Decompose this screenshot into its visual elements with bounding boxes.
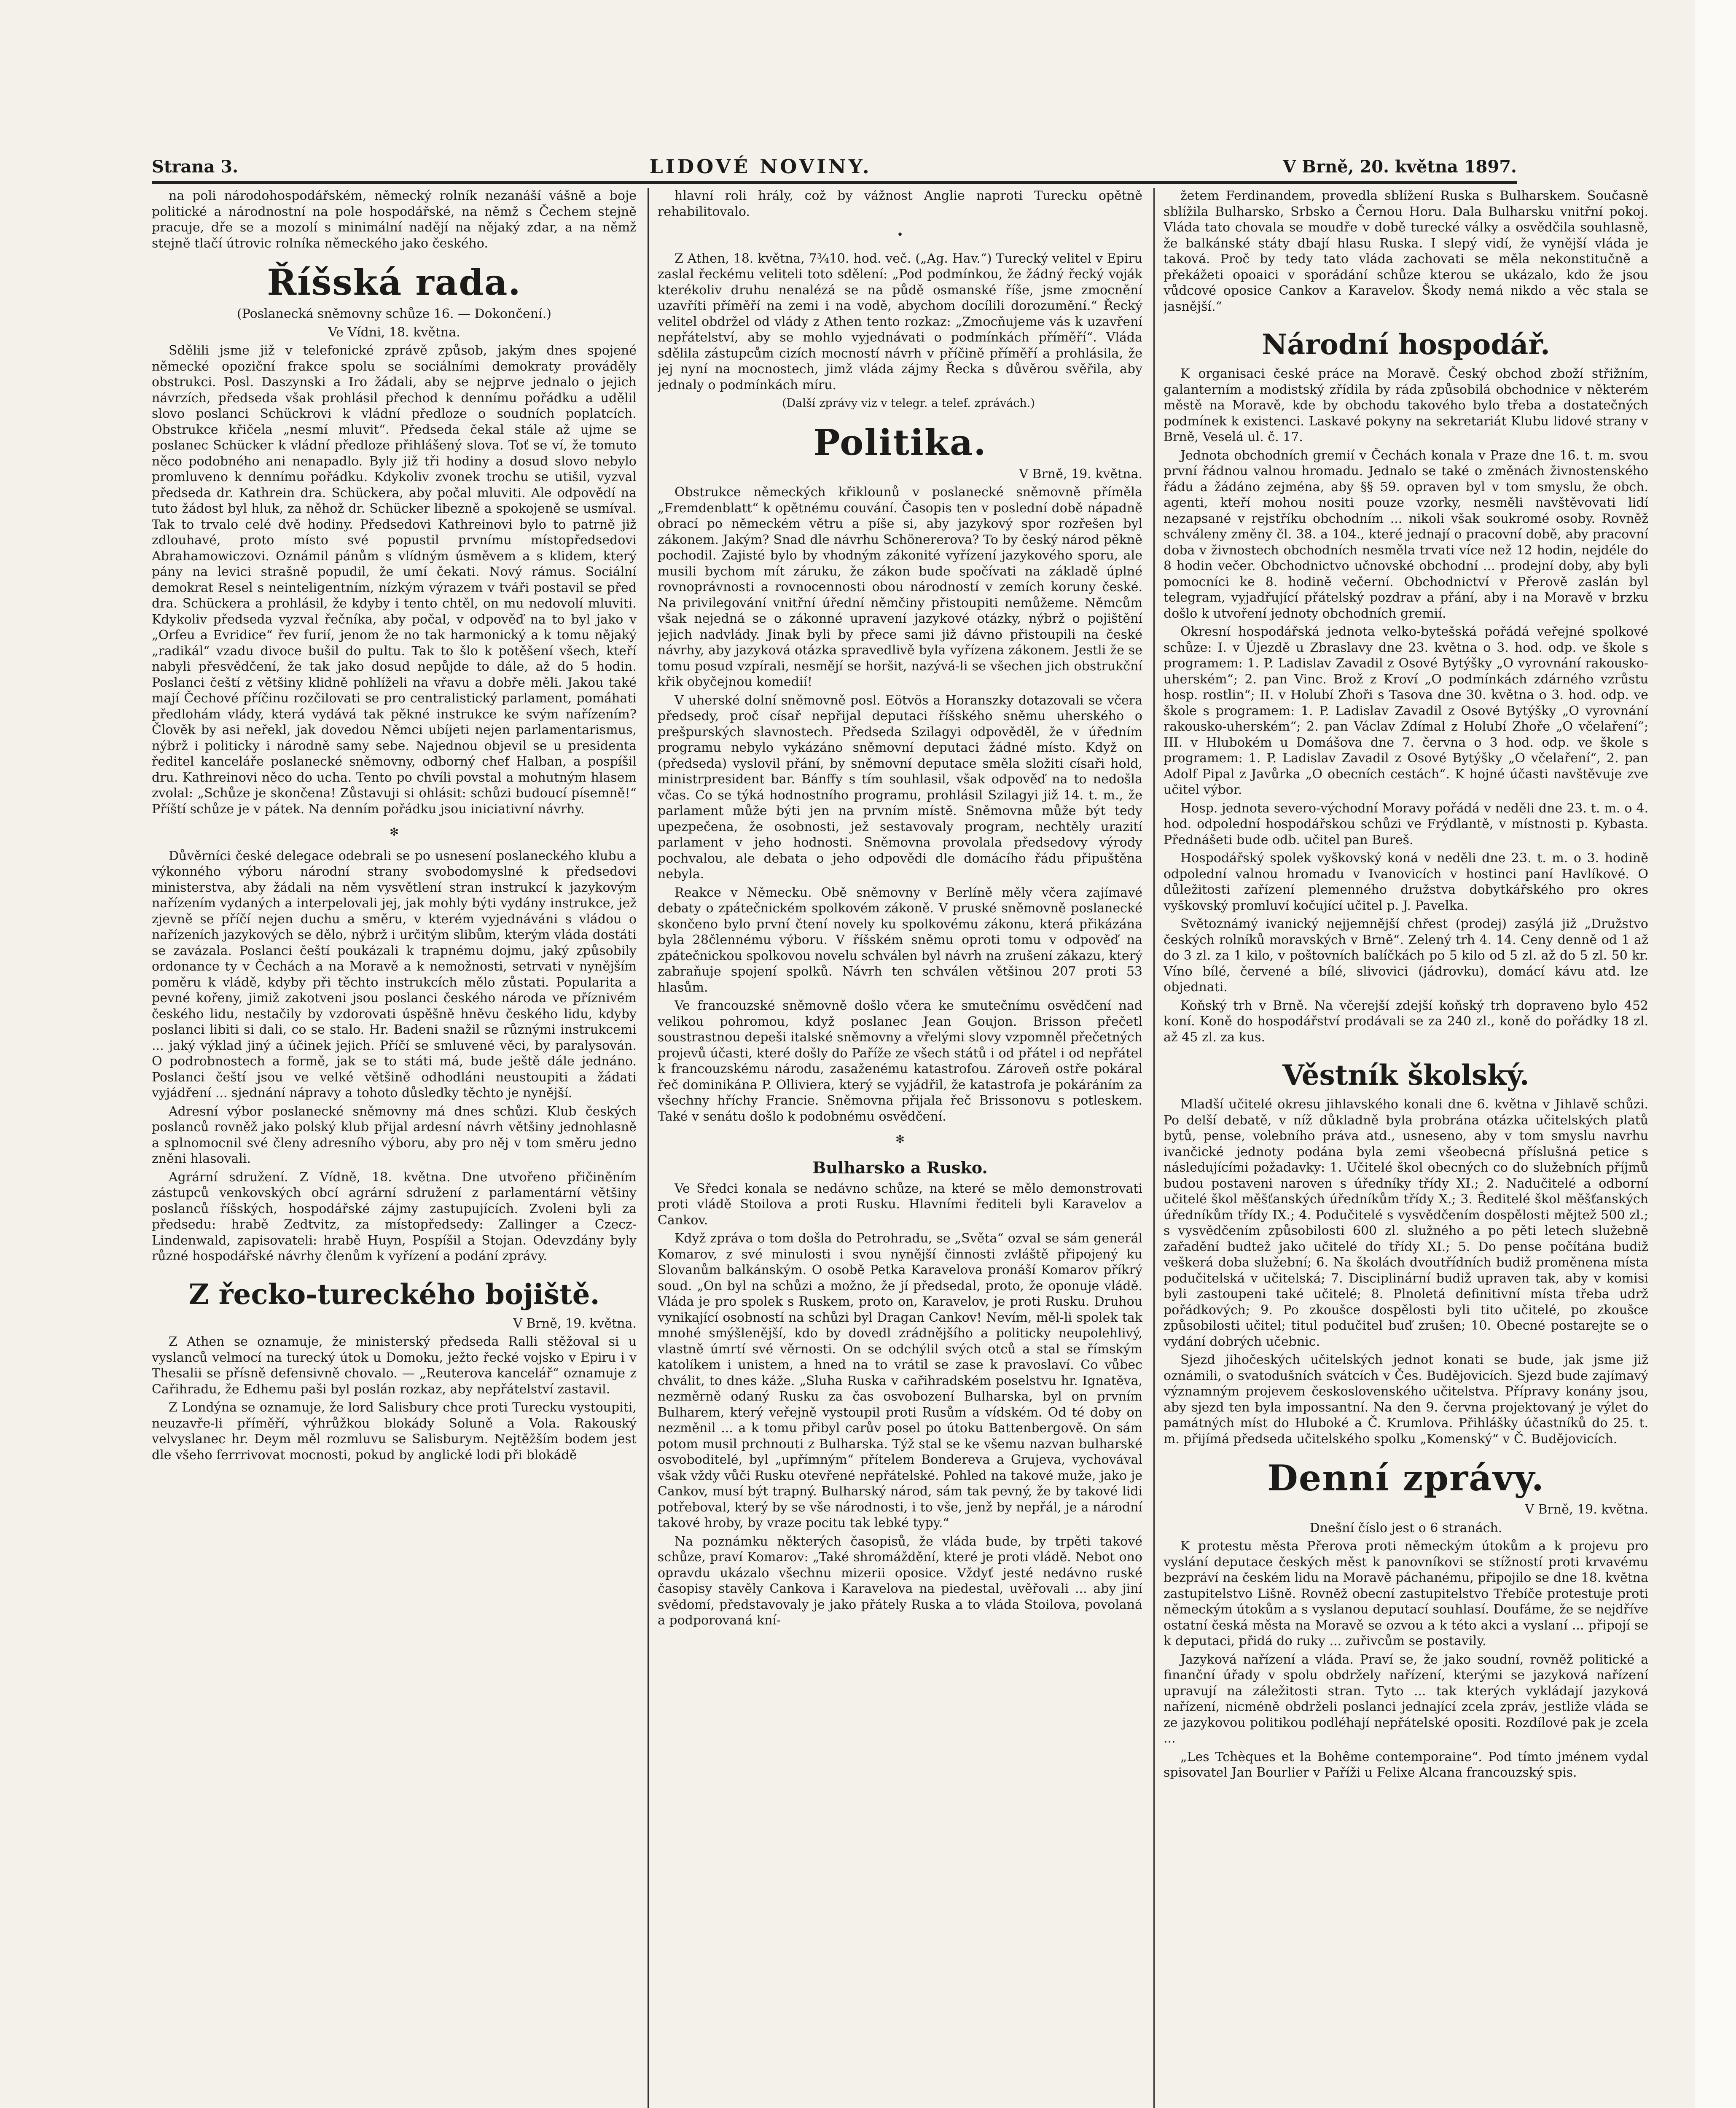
dateline: V Brně, 19. května. — [1525, 1502, 1648, 1517]
section-heading-denni-zpravy: Denní zprávy. — [1267, 1457, 1545, 1499]
section-heading-bojiste: Z řecko-tureckého bojiště. — [188, 1277, 600, 1311]
page-number: Strana 3. — [152, 156, 239, 177]
masthead: LIDOVÉ NOVINY. — [649, 155, 872, 178]
scan-margin — [1695, 0, 1736, 2108]
dateline: V Brně, 19. května. — [513, 1316, 637, 1331]
article-paragraph: Důvěrníci české delegace odebrali se po usnesení poslaneckého klubu a výkonného výboru národní strany svobodomyslné k předsedovi ministerstva, aby žádali na něm vysvětlení stran instrukcí k jazykovým nařízením vydaných a interpelovali jej, jak mohly býti vydány instrukce, jež zjevně se příčí nejen duchu a směru, v kterém vyjednáváni s vládou o nařízeních jazykových se dělo, nýbrž i určitým slibům, kterým vláda dostáti se zavázala. Poslanci čeští poukázali k trapnému dojmu, jaký způsobily ordonance ty v Čechách a na Moravě a k nemožnosti, setrvati v nynějším poměru k vládě, kdyby při těchto instrukcích mělo zůstati. Popularita a pevné kořeny, jimiž zakotveni jsou poslanci českého národa ve příznivém českého lidu, nestačily by vzdorovati úspěšně hněvu českého lidu, kdyby poslanci libiti si dali, co se stalo. Hr. Badeni snažil se různými instrukcemi ... jaký výklad jiný a účinek jejich. Příčí se smluvené věci, by paralysován. O podrobnostech a formě, jak se to státi má, bude ještě dále jednáno. Poslanci čeští jsou ve velké většině odhodláni neustoupiti a žádati vyjádření ... sjednání nápravy a tohoto důsledky těchto je nynější. — [152, 848, 637, 1100]
section-subtitle: (Poslanecká sněmovny schůze 16. — Dokončení.) — [237, 307, 551, 321]
article-paragraph: Okresní hospodářská jednota velko-bytešská pořádá veřejné spolkové schůze: I. v Újezdě u Zbraslavy dne 23. května o 3. hod. odp. ve škole s programem: 1. P. Ladislav Zavadil z Osové Bytýšky „O vyrovnání rakousko-uherském“; 2. pan Vinc. Brož z Kroví „O podmínkách zdárného vzrůstu hosp. rostlin“; II. v Holubí Zhoři s Tasova dne 30. května o 3. hod. odp. ve škole s programem: 1. P. Ladislav Zavadil z Osové Bytýšky „O vyrovnání rakousko-uherském“; 2. pan Václav Zdímal z Holubí Zhoře „O včelaření“; III. v Hlubokém u Domášova dne 7. června o 3 hod. odp. ve škole s programem: 1. P. Ladislav Zavadil z Osové Bytýšky „O včelaření“, 2. pan Adolf Pipal z Javůrka „O obecních cestách“. K hojné účasti navštěvuje zve učitel výbor. — [1164, 624, 1648, 797]
column-rule — [1153, 188, 1155, 2108]
article-paragraph: Z Londýna se oznamuje, že lord Salisbury chce proti Turecku vystoupiti, neuzavře-li příměří, výhrůžkou blokády Soluně a Vola. Rakouský velvyslanec hr. Deym měl rozmluvu se Salisburym. Nejtěžším bodem jest dle všeho ferrrivovat mocnosti, pokud by anglické lodi při blokádě — [152, 1400, 637, 1463]
article-paragraph: Obstrukce německých křiklounů v poslanecké sněmovně příměla „Fremdenblatt“ k opětnému couvání. Časopis ten v poslední době nápadně obrací po německém větru a píše si, aby jazykový spor rozřešen byl zákonem. Jakým? Snad dle návrhu Schönererova? To by český národ pěkně pochodil. Zajisté bylo by vhodným zákonité vyřízení jazykového sporu, ale musili bychom mít záruku, že zákon bude spočívati na základě úplné rovnoprávnosti a rovnocennosti obou národností v zemích koruny české. Na privilegování vnitřní úřední němčiny přistoupiti nemůžeme. Němcům však nejedná se o zákonné upravení jazykové otázky, nýbrž o pojištění jejich nadvlády. Jinak byli by přece sami již dávno přistoupili na české návrhy, aby jazyková otázka spravedlivě byla vyřízena zákonem. Jestli že se tomu posud vzpírali, nesmějí se horšit, nazývá-li se všechen jich obstrukční křik obyčejnou komedií! — [658, 485, 1142, 689]
editorial-note: (Další zprávy viz v telegr. a telef. zprávách.) — [782, 397, 1035, 410]
column-rule — [648, 188, 649, 2108]
article-paragraph: Když zpráva o tom došla do Petrohradu, se „Světa“ ozval se sám generál Komarov, z své minulosti i svou nynější činnosti zvláště připojený ku Slovanům balkánským. O osobě Petka Karavelova pronáší Komarov příkrý soud. „On byl na schůzi a možno, že jí předsedal, proto, že oponuje vládě. Vláda je pro spolek s Ruskem, proto on, Karavelov, je proti Rusku. Druhou vynikající osobností na schůzi byl Dragan Cankov! Nevím, měl-li spolek tak mnohé smýšlenější, kdo by dovedl zrádnějšího a politicky neupolehlivý, vlastně úmrtí své věrnosti. On se odchýlil svých otců a stal se římským katolíkem i unistem, a hned na to vrátil se zase k pravoslaví. Co vůbec chválit, to dnes káže. „Sluha Ruska v cařihradském poselstvu hr. Ignatěva, nezměrně odaný Rusku za čas osvobození Bulharska, byl on prvním Bulharem, který veřejně vystoupil proti Rusům a vídském. Od té doby on nezměnil ... a k tomu přibyl carův posel po útoku Battenbergově. On sám potom musil prchnouti z Bulharska. Týž stal se ke všemu nazvan bulharské osvoboditelé, byl „upřímným“ přítelem Bondereva a Grujeva, vychovával však vždy vůči Rusku otevřené nepřátelské. Pohled na takové muže, jako je Cankov, musí být trapný. Bulharský národ, sám tak pevný, že by takové lidi potřeboval, který by se vše národnosti, i to vše, jenž by nepřál, je a národní takové hroby, by vraze pocitu tak lebké typy.“ — [658, 1231, 1142, 1530]
article-paragraph: Reakce v Německu. Obě sněmovny v Berlíně měly včera zajímavé debaty o zpátečnickém spolkovém zákoně. V pruské sněmovně poslanecké skončeno bylo první čtení novely ku spolkovému zákonu, která přikázána byla 28člennému výboru. V říšském sněmu oproti tomu v odpověď na zpátečnickou spolkovou novelu schválen byl návrh na zrušení zákazu, který zabraňuje spojení spolků. Návrh ten schválen většinou 207 proti 53 hlasům. — [658, 885, 1142, 995]
article-paragraph: Z Athen, 18. května, 7¾10. hod. več. („Ag. Hav.“) Turecký velitel v Epiru zaslal řeckému veliteli toto sdělení: „Pod podmínkou, že žádný řecký voják kterékoliv druhu nenalézá se na půdě osmanské říše, jsme zmocnění uzavříti příměří na zemi i na vodě, abychom docílili dorozumění.“ Řecký velitel obdržel od vlády z Athen tento rozkaz: „Zmocňujeme vás k uzavření nepřátelství, aby se mohlo vyjednávati o podmínkách příměří“. Vláda sdělila zástupcům cizích mocností návrh v příčině příměří a prohlásila, že jej nyní na mocnostech, jimž vláda zájmy Řecka s důvěrou svěřila, aby jednaly o podmínkách míru. — [658, 251, 1142, 393]
column-1 — [152, 188, 637, 2108]
article-paragraph: Hospodářský spolek vyškovský koná v neděli dne 23. t. m. o 3. hodině odpolední valnou hromadu v Ivanovicích v hostinci paní Havlíkové. O důležitosti zařízení plemenného družstva dobytkářského pro okres vyškovský promluví kočující učitel p. J. Pavelka. — [1164, 851, 1648, 913]
section-heading-hospodar: Národní hospodář. — [1261, 328, 1550, 361]
article-paragraph: Jazyková nařízení a vláda. Praví se, že jako soudní, rovněž politické a finanční úřady v spolu obdržely nařízení, kterými se jazyková nařízení upravují na záležitosti stran. Tyto ... tak kterých vykládají jazyková nařízení, nicméně obdrželi poslanci jednající zcela zpráv, jestliže vláda se ze jazykovou politikou podléhají nepřátelské opositi. Rozdílové pak je zcela ... — [1164, 1652, 1648, 1746]
section-heading-vestnik: Věstník školský. — [1282, 1059, 1529, 1092]
separator: • — [897, 229, 903, 241]
column-3 — [1164, 188, 1648, 2108]
separator: ✻ — [390, 826, 399, 839]
article-paragraph: K organisaci české práce na Moravě. Český obchod zboží střižním, galanterním a modistský zřídila by ráda způsobilá obchodnice v některém městě na Moravě, kde by obchodu takového bylo třeba a dostatečných podmínek k existenci. Laskavé pokyny na sekretariát Klubu lidové strany v Brně, Veselá ul. č. 17. — [1164, 366, 1648, 444]
article-paragraph: Agrární sdružení. Z Vídně, 18. května. Dne utvořeno přičiněním zástupců venkovských obcí agrární sdružení z parlamentární většiny poslanců říšských, hospodářské zájmy zastupujících. Zvoleni byli za předsedu: hrabě Zedtvitz, za místopředsedy: Zallinger a Czecz-Lindenwald, zapisovateli: hrabě Huyn, Pospíšil a Stojan. Odevzdány byly různé hospodářské návrhy členům k vyřízení a podání zprávy. — [152, 1170, 637, 1264]
separator: ✻ — [895, 1133, 905, 1146]
column-2 — [658, 188, 1142, 2108]
article-paragraph: Sjezd jihočeských učitelských jednot konati se bude, jak jsme již oznámili, o svatodušních svátcích v Čes. Budějovicích. Sjezd bude zajímavý významným projevem československého učitelstva. Přípravy konány jsou, aby sjezd ten byla impossantní. Na den 9. června projektovaný je výlet do památných míst do Hluboké a Č. Krumlova. Přihlášky účastníků do 25. t. m. přijímá předseda učitelského spolku „Komenský“ v Č. Budějovicích. — [1164, 1352, 1648, 1447]
article-paragraph: Světoznámý ivanický nejjemnější chřest (prodej) zasýlá již „Družstvo českých rolníků moravských v Brně“. Zelený trh 4. 14. Ceny denně od 1 až do 3 zl. za 1 kilo, v poštovních balíčkách po 5 kilo od 5 zl. až do 5 zl. 50 kr. Víno bílé, červené a bílé, slivovici (jádrovku), domácí kávu atd. lze objednati. — [1164, 917, 1648, 995]
article-paragraph: Hosp. jednota severo-východní Moravy pořádá v neděli dne 23. t. m. o 4. hod. odpolední hospodářskou schůzi ve Frýdlantě, v místnosti p. Kybasta. Přednášeti bude odb. učitel pan Bureš. — [1164, 801, 1648, 847]
article-paragraph: K protestu města Přerova proti německým útokům a k projevu pro vyslání deputace českých měst k panovníkovi se stížností proti krvavému bezpráví na českém lidu na Moravě páchanému, připojilo se dne 18. května zastupitelstvo Lišně. Rovněž obecní zastupitelstvo Třebíče protestuje proti německým útokům a s vyslanou deputací souhlasí. Doufáme, že se nejdříve ostatní česká města na Moravě se ozvou a k této akci a vyslaní ... připojí se k deputaci, přidá do ruky ... zuřivcům se postavily. — [1164, 1539, 1648, 1648]
page-header — [152, 152, 1517, 184]
issue-date: V Brně, 20. května 1897. — [1283, 156, 1517, 177]
article-paragraph: Z Athen se oznamuje, že ministerský předseda Ralli stěžoval si u vyslanců velmocí na turecký útok u Domoku, ježto řecké vojsko v Epiru i v Thesalii se přísně defensivně chovalo. — „Reuterova kancelář“ oznamuje z Cařihradu, že Edhemu paši byl poslán rozkaz, aby nepřátelství zastavil. — [152, 1334, 637, 1397]
article-paragraph: Na poznámku některých časopisů, že vláda bude, by trpěti takové schůze, praví Komarov: „Také shromáždění, které je proti vládě. Nebot ono opravdu ukázalo všechnu mizerii oposice. Vždyť jesté nedávno ruské časopisy stavěly Cankova i Karavelova na piedestal, uvěřovali ... aby jiní svědomí, představovaly je jako přátely Ruska a to vláda Stoilova, povolaná a podporovaná kní- — [658, 1534, 1142, 1628]
page-count-note: Dnešní číslo jest o 6 stranách. — [1309, 1520, 1502, 1535]
article-paragraph: Jednota obchodních gremií v Čechách konala v Praze dne 16. t. m. svou první řádnou valnou hromadu. Jednalo se také o změnách živnostenského řádu a žádáno zejména, aby §§ 59. opraven byl v tom smyslu, že obch. agenti, kteří mohou nositi pouze vzorky, nesměli navštěvovati lidí nezapsané v rejstříku obchodním ... nikoli však soukromé osoby. Rovněž schváleny změny čl. 38. a 104., které jednají o pracovní době, aby pracovní doba v živnostech obchodních nesměla trvati více než 12 hodin, nejdéle do 8 hodin večer. Obchodnictvo učnovské obchodní ... prodejní doby, aby byli pomocníci ke 8. hodině večerní. Obchodnictví v Přerově zaslán byl telegram, vyjadřující přátelský pozdrav a přání, aby i na Moravě v brzku došlo k utvoření jednoty obchodních gremií. — [1164, 448, 1648, 621]
article-paragraph: Ve Sředci konala se nedávno schůze, na které se mělo demonstrovati proti vládě Stoilova a proti Rusku. Hlavními řediteli byli Karavelov a Cankov. — [658, 1181, 1142, 1228]
article-paragraph: „Les Tchèques et la Bohême contemporaine“. Pod tímto jménem vydal spisovatel Jan Bourlier v Paříži u Felixe Alcana francouzský spis. — [1164, 1749, 1648, 1780]
article-paragraph: V uherské dolní sněmovně posl. Eötvös a Horanszky dotazovali se včera předsedy, proč císař nepřijal deputaci říšského sněmu uherského o prešpurských slavnostech. Předseda Szilagyi odpověděl, že v úředním programu nebylo vykázáno sněmovní deputaci žádné místo. Když on (předseda) vyslovil přání, by sněmovní deputace směla složiti císaři hold, ministrpresident bar. Bánffy s tím souhlasil, však odpověď na to nedošla včas. Co se týká hodnostního programu, prohlásil Szilagyi již 14. t. m., že parlament může býti jen na prvním místě. Sněmovna může být tedy upezpečena, že osobnosti, jež sestavovaly program, nechtěly urazití parlament v jeho hodnosti. Sněmovna provolala předsedovy výrody pochvalou, ale debata o jeho odpovědi dle domácího řádu připuštěna nebyla. — [658, 693, 1142, 882]
article-paragraph: hlavní roli hrály, což by vážnost Anglie naproti Turecku opětně rehabilitovalo. — [658, 188, 1142, 219]
article-paragraph: Koňský trh v Brně. Na včerejší zdejší koňský trh dopraveno bylo 452 koní. Koně do hospodářství prodávali se za 240 zl., koně do pořádky 18 zl. až 45 zl. za kus. — [1164, 998, 1648, 1045]
section-heading-bulharsko: Bulharsko a Rusko. — [812, 1158, 988, 1177]
lead-paragraph: na poli národohospodářském, německý rolník nezanáší vášně a boje politické a národnostní na pole hospodářské, na němž s Čechem stejně pracuje, dře se a mozolí s minimální nadějí na nějaký zdar, a na němž stejně tlačí útrovic rolníka německého jako českého. — [152, 188, 637, 251]
article-paragraph: Adresní výbor poslanecké sněmovny má dnes schůzi. Klub českých poslanců rovněž jako polský klub přijal ardesní návrh většiny jednohlasně a splnomocnil své členy adresního výboru, aby pro něj v tom směru jedno zněni hlasovali. — [152, 1104, 637, 1166]
article-paragraph: žetem Ferdinandem, provedla sblížení Ruska s Bulharskem. Současně sblížila Bulharsko, Srbsko a Černou Horu. Dala Bulharsku vnitřní pokoj. Vláda tato chovala se moudře v době turecké války a osvědčila souhlasně, že balkánské státy dbají hlasu Ruska. I slepý vidí, že vynější vláda je taková. Proč by tedy tato vláda zachovati se měla nekonstitučně a překážeti opoaici v sporádání schůze kterou se ukázalo, kdo že jsou vůdcové oposice Cankov a Karavelov. Škody nemá nikdo a věc stala se jasnější.“ — [1164, 188, 1648, 314]
section-heading-risska-rada: Říšská rada. — [267, 261, 521, 303]
dateline: Ve Vídni, 18. května. — [328, 325, 460, 340]
dateline: V Brně, 19. května. — [1019, 466, 1142, 481]
article-paragraph: Ve francouzské sněmovně došlo včera ke smutečnímu osvědčení nad velikou pohromou, když poslanec Jean Goujon. Brisson přečetl soustrastnou depeši italské sněmovny a vřelými slovy vzpomněl přečetných projevů účasti, které došly do Paříže ze všech států i od přátel i od nepřátel k francouzskému národu, zasaženému katastrofou. Zároveň ostře pokáral řeč dominikána P. Olliviera, který se vyjádřil, že katastrofa je pokáráním za všechny hříchy Francie. Sněmovna přijala řeč Brissonovu s potleskem. Také v senátu došlo k podobnému osvědčení. — [658, 998, 1142, 1124]
article-paragraph: Sdělili jsme již v telefonické zprávě způsob, jakým dnes spojené německé opoziční frakce spolu se sociálními demokraty prováděly obstrukci. Posl. Daszynski a Iro žádali, aby se nejprve jednalo o jejich návrzích, předseda však prohlásil přechod k dennímu pořádku a udělil slovo poslanci Schückrovi k vládní předloze o soudních poplatcích. Obstrukce křičela „nesmí mluvit“. Předseda čekal stále až ujme se poslanec Schücker k vládní předloze přihlášený slova. Toť se ví, že tomuto něco podobného ani nenapadlo. Byly již tři hodiny a dosud slovo nebylo promluveno k dennímu pořádku. Kdykoliv zvonek trochu se utišil, vyzval předseda dr. Kathrein dra. Schückera, aby počal mluviti. Ale odpovědí na tuto žádost byl hluk, za něhož dr. Schücker libezně a spokojeně se usmíval. Tak to trvalo celé dvě hodiny. Předsedovi Kathreinovi bylo to patrně již zdlouhavé, proto místo své popustil prvnímu místopředsedovi Abrahamowiczovi. Oznámil pánům s vlídným úsměvem a s klidem, který pány na levici strašně popudil, že umí čekati. Nový rámus. Sociální demokrat Resel s neinteligentním, nízkým výrazem v tváři postavil se před dra. Schückera a prohlásil, že kdyby i tento chtěl, on mu nedovolí mluviti. Kdykoliv předseda vyzval řečníka, aby počal, v odpověď na to byl jako v „Orfeu a Evridice“ řev furií, jenom že no tak harmonický a k tomu nějaký „radikál“ vzadu divoce bušil do pultu. Tak to šlo k potěšení všech, kteří nabyli přesvědčení, že tak jako dosud nepůjde to dále, až do 5 hodin. Poslanci čeští z většiny klidně pohlíželi na vřavu a dobře měli. Jakou také mají Čechové příčinu rozčilovati se pro centralistický parlament, pomáhati předlohám vlády, která vydává tak pěkné instrukce ke svým nařízením? Člověk by asi neřekl, jak dovedou Němci ubíjeti nejen parlamentarismus, nýbrž i politicky i národně samy sebe. Najednou objevil se u presidenta ředitel kanceláře poslanecké sněmovny, odborný chef Halban, a pospíšil dru. Kathreinovi něco do ucha. Tento po chvíli povstal a mohutným hlasem zvolal: „Schůze je skončena! Zůstavuji si ohlásit: schůzi budoucí písemně!“ Příští schůze je v pátek. Na denním pořádku jsou iniciativní návrhy. — [152, 343, 637, 817]
article-paragraph: Mladší učitelé okresu jihlavského konali dne 6. května v Jihlavě schůzi. Po delší debatě, v níž důkladně byla probrána otázka učitelských platů bytů, pense, volebního práva atd., usneseno, aby v tom smyslu navrhu ivančické jednoty podána byla zemi všeobecná příslušná petice s následujícími požadavky: 1. Učitelé škol obecných co do služebních příjmů budou postaveni naroven s úředníky třídy XI.; 2. Nadučitelé a odborní učitelé škol měšťanských úředníkům třídy X.; 3. Ředitelé škol měšťanských úředníkům třídy IX.; 4. Podučitelé s vysvědčením dospělosti mějtež 500 zl.; s vysvědčením způsobilosti 600 zl. služného a po pěti letech služebně zařadění budtež jako učitelé do třídy XI.; 5. Do pense počítána budiž veškerá doba služební; 6. Na školách dvoutřídních budiž proměnena místa podučitelská v učitelská; 7. Disciplinární budiž upraven tak, aby v komisi byli zastoupeni také učitelé; 8. Plnoletá definitivní místa třeba udrž pořádkových; 9. Po zkoušce dospělosti byli tito učitelé, po zkoušce způsobilosti učitel; titul podučitel buď zrušen; 10. Obecné postarejte se o vydání dobrých učebnic. — [1164, 1097, 1648, 1349]
section-heading-politika: Politika. — [813, 421, 987, 463]
